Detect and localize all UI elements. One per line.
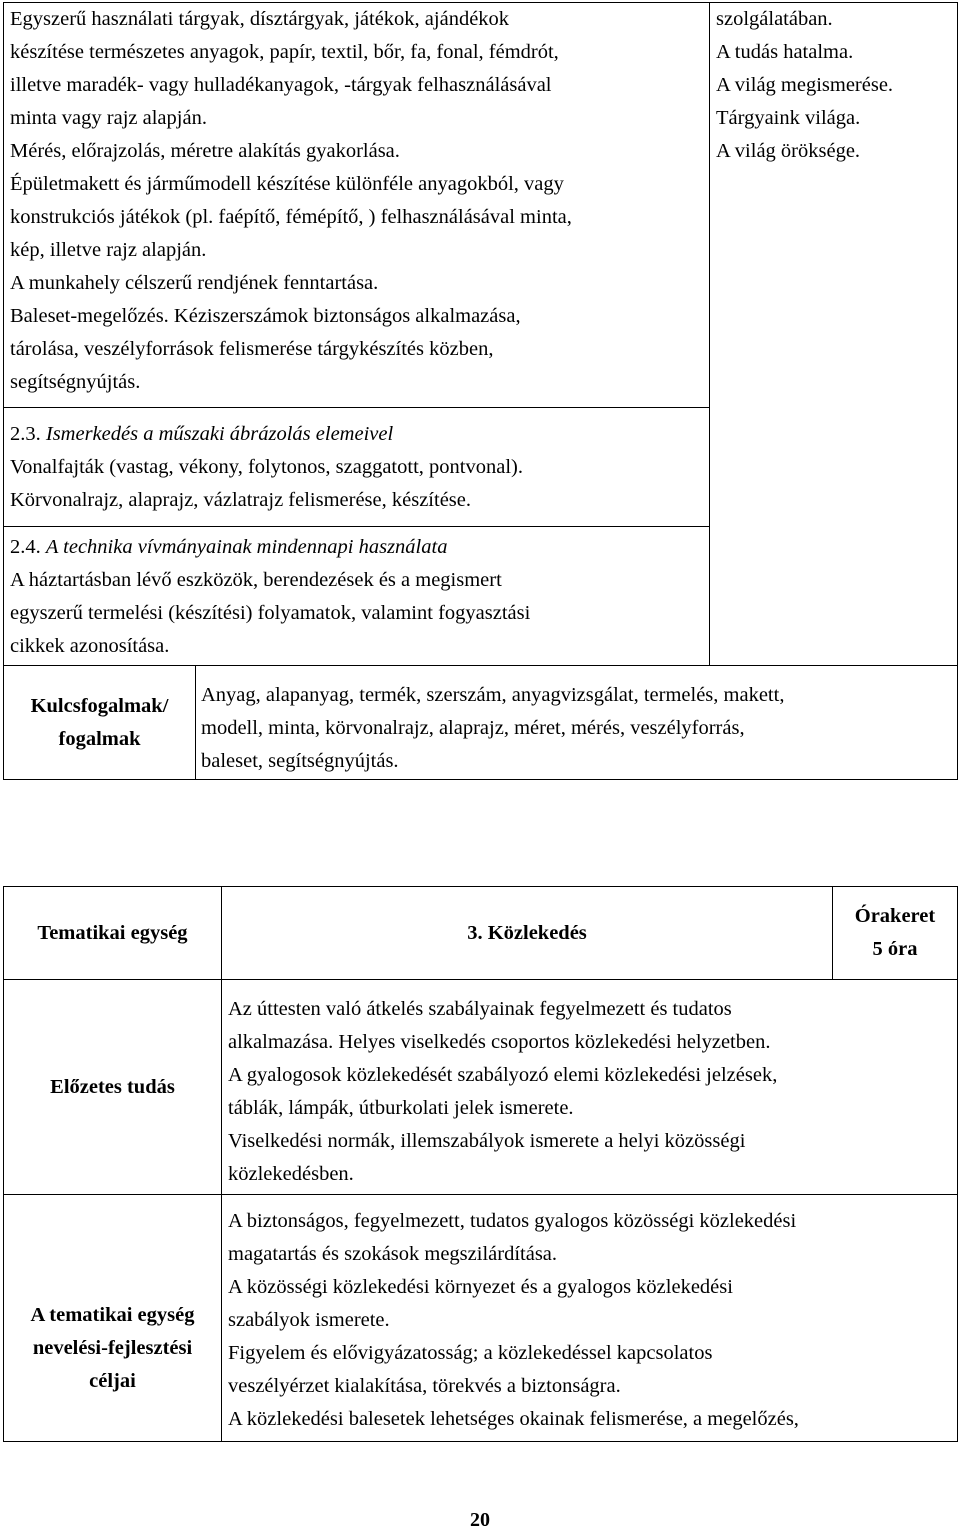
text-line: modell, minta, körvonalrajz, alaprajz, méret, mérés, veszélyforrás, <box>201 717 745 739</box>
unit-label-text: Tematikai egység <box>37 921 188 944</box>
text-line: Tárgyaink világa. <box>716 107 861 129</box>
text-line: baleset, segítségnyújtás. <box>201 750 399 772</box>
text-line: illetve maradék- vagy hulladékanyagok, -tárgyak felhasználásával <box>10 74 552 96</box>
text-line: Viselkedési normák, illemszabályok ismerete a helyi közösségi <box>228 1130 746 1152</box>
section-number: 2.3. <box>10 423 41 445</box>
unit-label <box>3 886 222 980</box>
goals-label <box>3 1194 222 1442</box>
hours-label: Órakeret <box>854 905 936 927</box>
goals-content <box>228 1205 956 1436</box>
section-heading <box>10 531 710 564</box>
text-line: Mérés, előrajzolás, méretre alakítás gyakorlása. <box>10 140 400 162</box>
section-heading <box>10 418 710 451</box>
goals-label-line: nevelési-fejlesztési <box>32 1336 193 1359</box>
goals-label-line: A tematikai egység <box>30 1303 195 1326</box>
text-line: A biztonságos, fegyelmezett, tudatos gyalogos közösségi közlekedési <box>228 1210 797 1232</box>
text-line: közlekedésben. <box>228 1163 354 1185</box>
page-number-text: 20 <box>470 1509 490 1531</box>
text-line: szolgálatában. <box>716 8 833 30</box>
text-line: Figyelem és elővigyázatosság; a közlekedéssel kapcsolatos <box>228 1342 713 1364</box>
text-line: konstrukciós játékok (pl. faépítő, fémépítő, ) felhasználásával minta, <box>10 206 572 228</box>
text-line: A gyalogosok közlekedését szabályozó elemi közlekedési jelzések, <box>228 1064 778 1086</box>
text-line: kép, illetve rajz alapján. <box>10 239 207 261</box>
text-line: egyszerű termelési (készítési) folyamatok, valamint fogyasztási <box>10 602 531 624</box>
text-line: Baleset-megelőzés. Kéziszerszámok biztonságos alkalmazása, <box>10 305 521 327</box>
text-line: A munkahely célszerű rendjének fenntartása. <box>10 272 379 294</box>
section-number: 2.4. <box>10 536 41 558</box>
text-line: szabályok ismerete. <box>228 1309 390 1331</box>
keywords-label-line: Kulcsfogalmak/ <box>30 694 169 717</box>
unit-title-text: 3. Közlekedés <box>467 921 587 944</box>
keywords-label-line: fogalmak <box>58 727 141 750</box>
text-line: A tudás hatalma. <box>716 41 854 63</box>
text-line: Anyag, alapanyag, termék, szerszám, anyagvizsgálat, termelés, makett, <box>201 684 785 706</box>
unit-title <box>221 886 833 980</box>
text-line: magatartás és szokások megszilárdítása. <box>228 1243 558 1265</box>
goals-label-line: céljai <box>89 1369 136 1392</box>
hours-value: 5 óra <box>872 938 918 960</box>
connections-text <box>716 3 956 168</box>
text-line: cikkek azonosítása. <box>10 635 170 657</box>
keywords-label <box>3 665 196 780</box>
text-line: A világ öröksége. <box>716 140 861 162</box>
activities-text <box>10 3 710 399</box>
text-line: táblák, lámpák, útburkolati jelek ismerete. <box>228 1097 574 1119</box>
section-title: A technika vívmányainak mindennapi használata <box>45 536 448 558</box>
text-line: A közösségi közlekedési környezet és a gyalogos közlekedési <box>228 1276 733 1298</box>
text-line: készítése természetes anyagok, papír, textil, bőr, fa, fonal, fémdrót, <box>10 41 559 63</box>
prior-label-text: Előzetes tudás <box>50 1075 175 1098</box>
text-line: Körvonalrajz, alaprajz, vázlatrajz felismerése, készítése. <box>10 489 471 511</box>
text-line: Vonalfajták (vastag, vékony, folytonos, szaggatott, pontvonal). <box>10 456 523 478</box>
text-line: segítségnyújtás. <box>10 371 141 393</box>
section-2-4 <box>10 531 710 663</box>
section-title: Ismerkedés a műszaki ábrázolás elemeivel <box>45 423 394 445</box>
page-number <box>0 1504 960 1537</box>
hours <box>832 886 958 980</box>
text-line: Egyszerű használati tárgyak, dísztárgyak, játékok, ajándékok <box>10 8 510 30</box>
text-line: Az úttesten való átkelés szabályainak fegyelmezett és tudatos <box>228 998 732 1020</box>
text-line: veszélyérzet kialakítása, törekvés a biztonságra. <box>228 1375 621 1397</box>
section-2-3 <box>10 418 710 517</box>
text-line: A háztartásban lévő eszközök, berendezések és a megismert <box>10 569 502 591</box>
text-line: A világ megismerése. <box>716 74 894 96</box>
prior-content <box>228 993 956 1191</box>
text-line: tárolása, veszélyforrások felismerése tárgykészítés közben, <box>10 338 494 360</box>
prior-label <box>3 979 222 1195</box>
text-line: Épületmakett és járműmodell készítése különféle anyagokból, vagy <box>10 173 564 195</box>
keywords-content <box>201 679 956 778</box>
text-line: minta vagy rajz alapján. <box>10 107 207 129</box>
text-line: A közlekedési balesetek lehetséges okainak felismerése, a megelőzés, <box>228 1408 799 1430</box>
text-line: alkalmazása. Helyes viselkedés csoportos közlekedési helyzetben. <box>228 1031 771 1053</box>
